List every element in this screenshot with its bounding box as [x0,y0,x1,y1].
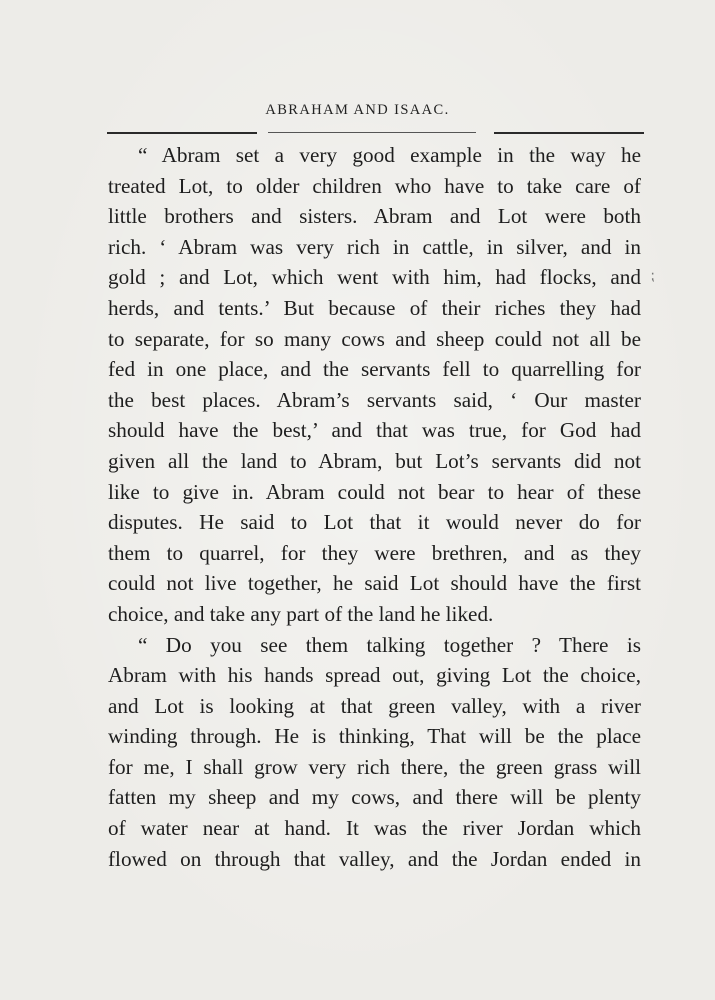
text-line: “ Abram set a very good example in the way he [138,143,641,167]
text-line: treated Lot, to older children who have to take care of [108,173,641,198]
text-line: and Lot is looking at that green valley, with a river [108,693,641,718]
body-text [108,140,641,874]
text-line: herds, and tents.’ But because of their riches they had [108,295,641,320]
text-line: the best places. Abram’s servants said, ‘ Our master [108,387,641,412]
text-line: flowed on through that valley, and the Jordan ended in [108,846,641,871]
text-line: rich. ‘ Abram was very rich in cattle, in silver, and in [108,234,641,259]
text-line: should have the best,’ and that was true, for God had [108,418,641,443]
text-line: like to give in. Abram could not bear to hear of these [108,479,641,504]
text-line: gold ; and Lot, which went with him, had flocks, and [108,265,641,290]
text-line: choice, and take any part of the land he liked. [108,601,494,626]
text-line: “ Do you see them talking together ? There is [138,632,641,657]
text-line: could not live together, he said Lot should have the first [108,571,641,596]
text-line: of water near at hand. It was the river Jordan which [108,816,641,841]
text-line: little brothers and sisters. Abram and Lot were both [108,204,641,229]
text-line: Abram with his hands spread out, giving Lot the choice, [108,663,641,688]
header-rule-middle [268,132,476,133]
text-line: fatten my sheep and my cows, and there will be plenty [108,785,641,810]
header-rule-right [494,132,644,134]
text-line: for me, I shall grow very rich there, the green grass will [108,754,641,779]
text-line: to separate, for so many cows and sheep could not all be [108,326,641,351]
margin-blemish: ⁏ [650,269,655,284]
text-line: disputes. He said to Lot that it would never do for [108,510,641,535]
text-line: fed in one place, and the servants fell to quarrelling for [108,357,641,382]
text-line: them to quarrel, for they were brethren, and as they [108,540,641,565]
running-head: ABRAHAM AND ISAAC. [265,102,450,118]
text-line: winding through. He is thinking, That will be the place [108,724,641,749]
text-line: given all the land to Abram, but Lot’s servants did not [108,448,641,473]
header-rule-left [107,132,257,134]
